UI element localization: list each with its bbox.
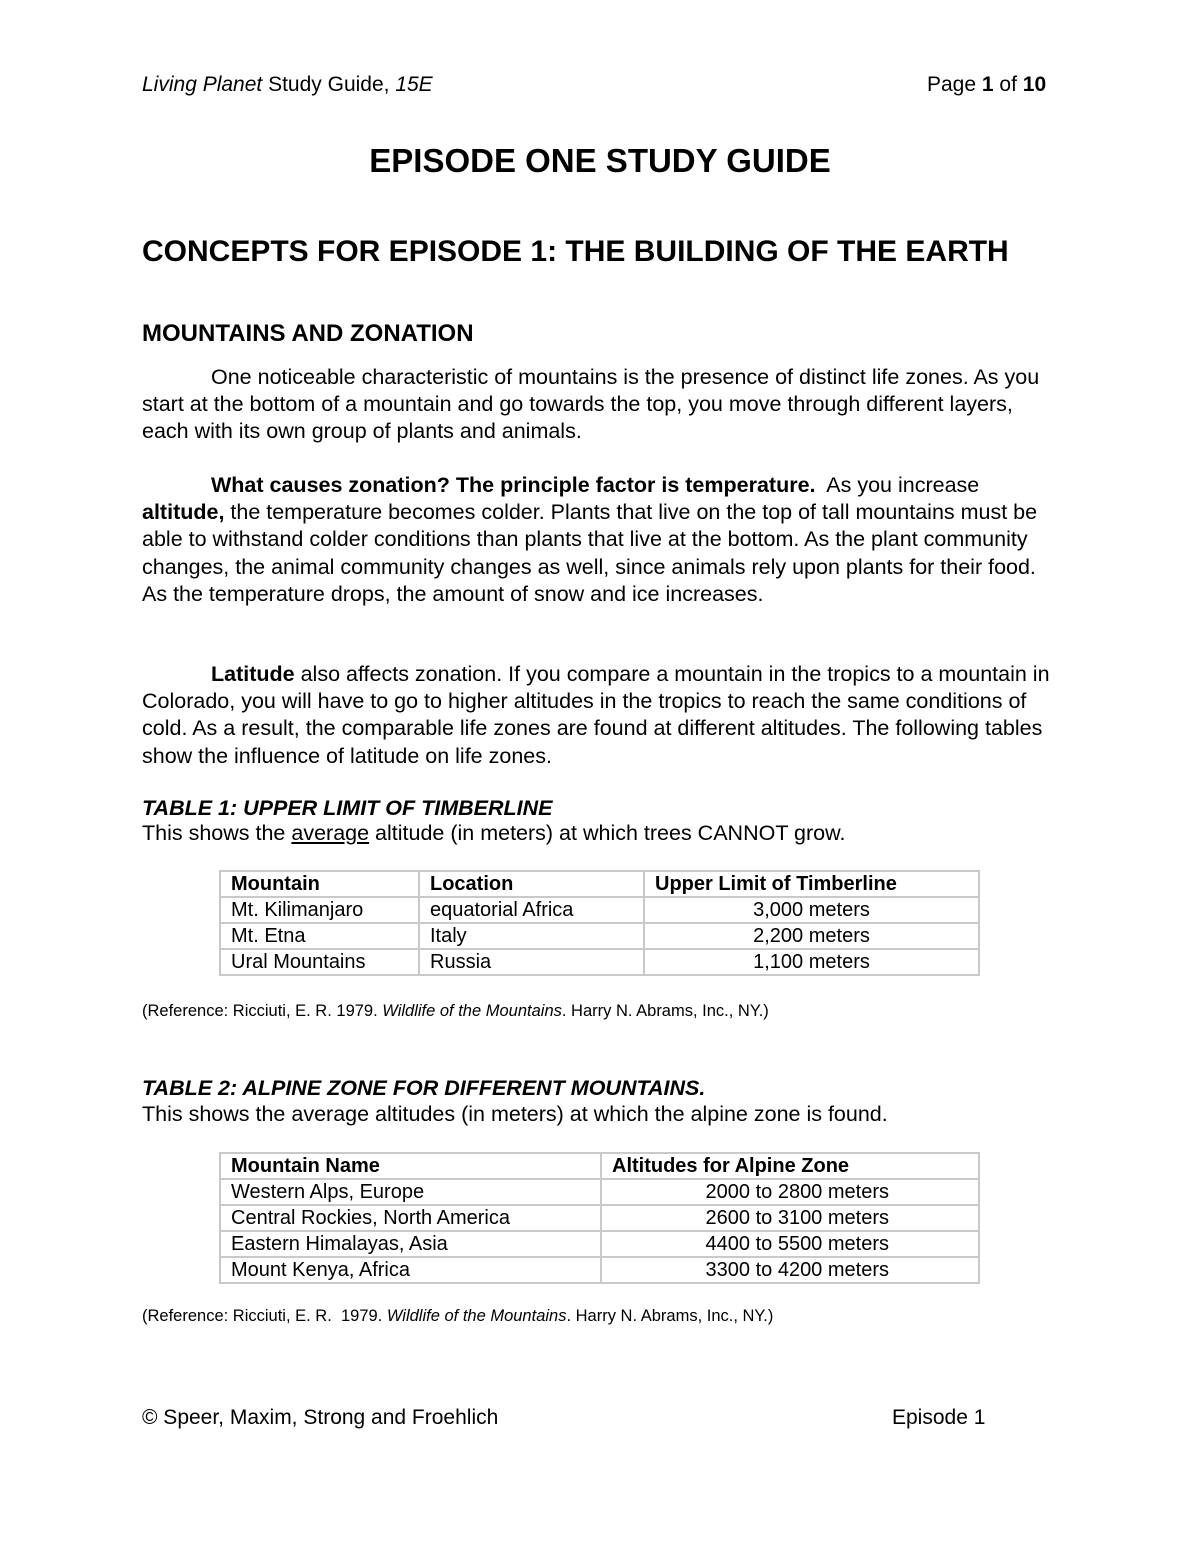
table-2-description: This shows the average altitudes (in meters) at which the alpine zone is found.: [142, 1102, 888, 1126]
alpine-zone-table: [219, 1152, 980, 1284]
table-cell: Italy: [419, 923, 644, 949]
reference-1: [142, 1002, 769, 1021]
table-1-desc-b: altitude (in meters) at which trees CANNOT grow.: [369, 821, 846, 845]
paragraph-2-bold-2: altitude,: [142, 500, 225, 525]
reference-1-title: Wildlife of the Mountains: [382, 1002, 562, 1020]
footer-copyright: © Speer, Maxim, Strong and Froehlich: [142, 1406, 499, 1429]
concepts-heading: CONCEPTS FOR EPISODE 1: THE BUILDING OF THE EARTH: [142, 235, 1009, 268]
page-prefix: Page: [927, 73, 982, 96]
table-cell: 2,200 meters: [644, 923, 979, 949]
table-header-cell: Mountain Name: [220, 1153, 601, 1179]
reference-1-b: . Harry N. Abrams, Inc., NY.): [561, 1002, 769, 1020]
table-header-row: [220, 871, 979, 897]
paragraph-2: [142, 472, 1062, 608]
table-cell: Western Alps, Europe: [220, 1179, 601, 1205]
table-header-cell: Upper Limit of Timberline: [644, 871, 979, 897]
page-title: EPISODE ONE STUDY GUIDE: [369, 142, 831, 179]
table-cell: Eastern Himalayas, Asia: [220, 1231, 601, 1257]
table-2-caption: TABLE 2: ALPINE ZONE FOR DIFFERENT MOUNTAINS.: [142, 1076, 706, 1100]
reference-2-title: Wildlife of the Mountains: [386, 1307, 567, 1325]
table-header-cell: Location: [419, 871, 644, 897]
paragraph-2-text-a: As you increase: [815, 473, 986, 497]
table-cell: 3300 to 4200 meters: [601, 1257, 979, 1283]
reference-2: [142, 1307, 773, 1326]
table-1-caption: TABLE 1: UPPER LIMIT OF TIMBERLINE: [142, 796, 553, 820]
table-cell: Mt. Kilimanjaro: [220, 897, 419, 923]
table-header-cell: Mountain: [220, 871, 419, 897]
table-header-row: [220, 1153, 979, 1179]
table-cell: 1,100 meters: [644, 949, 979, 975]
header-title-mid: Study Guide,: [262, 73, 396, 96]
page-of: of: [993, 73, 1023, 96]
reference-2-a: (Reference: Ricciuti, E. R. 1979.: [142, 1307, 387, 1325]
table-cell: Mount Kenya, Africa: [220, 1257, 601, 1283]
table-cell: Mt. Etna: [220, 923, 419, 949]
paragraph-1-text: One noticeable characteristic of mountains is the presence of distinct life zones. As you start at the bottom of a mountain and go towards the top, you move through different layers, each with its own group of plants and animals.: [142, 365, 1040, 444]
paragraph-3-bold: Latitude: [211, 662, 295, 686]
reference-1-a: (Reference: Ricciuti, E. R. 1979.: [142, 1002, 383, 1020]
table-row: [220, 923, 979, 949]
table-cell: 2000 to 2800 meters: [601, 1179, 979, 1205]
paragraph-2-text-b: the temperature becomes colder. Plants that live on the top of tall mountains must be able to withstand colder conditions than plants that live at the bottom. As the plant community changes, the animal community changes as well, since animals rely upon plants for their food. As the temperature drops, the amount of snow and ice increases.: [142, 500, 1038, 606]
table-cell: Russia: [419, 949, 644, 975]
table-cell: 4400 to 5500 meters: [601, 1231, 979, 1257]
table-1-desc-underlined: average: [291, 821, 370, 845]
paragraph-3-text: also affects zonation. If you compare a mountain in the tropics to a mountain in Colorado, you will have to go to higher altitudes in the tropics to reach the same conditions of cold. As a result, the comparable life zones are found at different altitudes. The following tables show the influence of latitude on life zones.: [142, 662, 1050, 768]
page-number: [927, 73, 1046, 97]
table-cell: equatorial Africa: [419, 897, 644, 923]
timberline-table: [219, 870, 980, 976]
paragraph-2-bold: What causes zonation? The principle factor is temperature.: [211, 473, 816, 497]
table-header-cell: Altitudes for Alpine Zone: [601, 1153, 979, 1179]
running-header-title: [142, 73, 433, 97]
table-cell: 2600 to 3100 meters: [601, 1205, 979, 1231]
page-total: 10: [1022, 73, 1047, 96]
table-row: [220, 1205, 979, 1231]
header-edition: 15E: [395, 73, 433, 96]
table-row: [220, 897, 979, 923]
paragraph-1: [142, 364, 1062, 446]
table-row: [220, 1257, 979, 1283]
table-row: [220, 949, 979, 975]
table-1-description: [142, 821, 845, 846]
table-cell: 3,000 meters: [644, 897, 979, 923]
footer-episode: Episode 1: [892, 1406, 986, 1429]
table-cell: Ural Mountains: [220, 949, 419, 975]
header-title-italic: Living Planet: [142, 73, 263, 96]
table-row: [220, 1179, 979, 1205]
paragraph-3: [142, 661, 1062, 770]
table-1-desc-a: This shows the: [142, 821, 292, 845]
section-heading: MOUNTAINS AND ZONATION: [142, 320, 474, 347]
reference-2-b: . Harry N. Abrams, Inc., NY.): [566, 1307, 774, 1325]
page-current: 1: [981, 73, 994, 96]
table-cell: Central Rockies, North America: [220, 1205, 601, 1231]
table-row: [220, 1231, 979, 1257]
